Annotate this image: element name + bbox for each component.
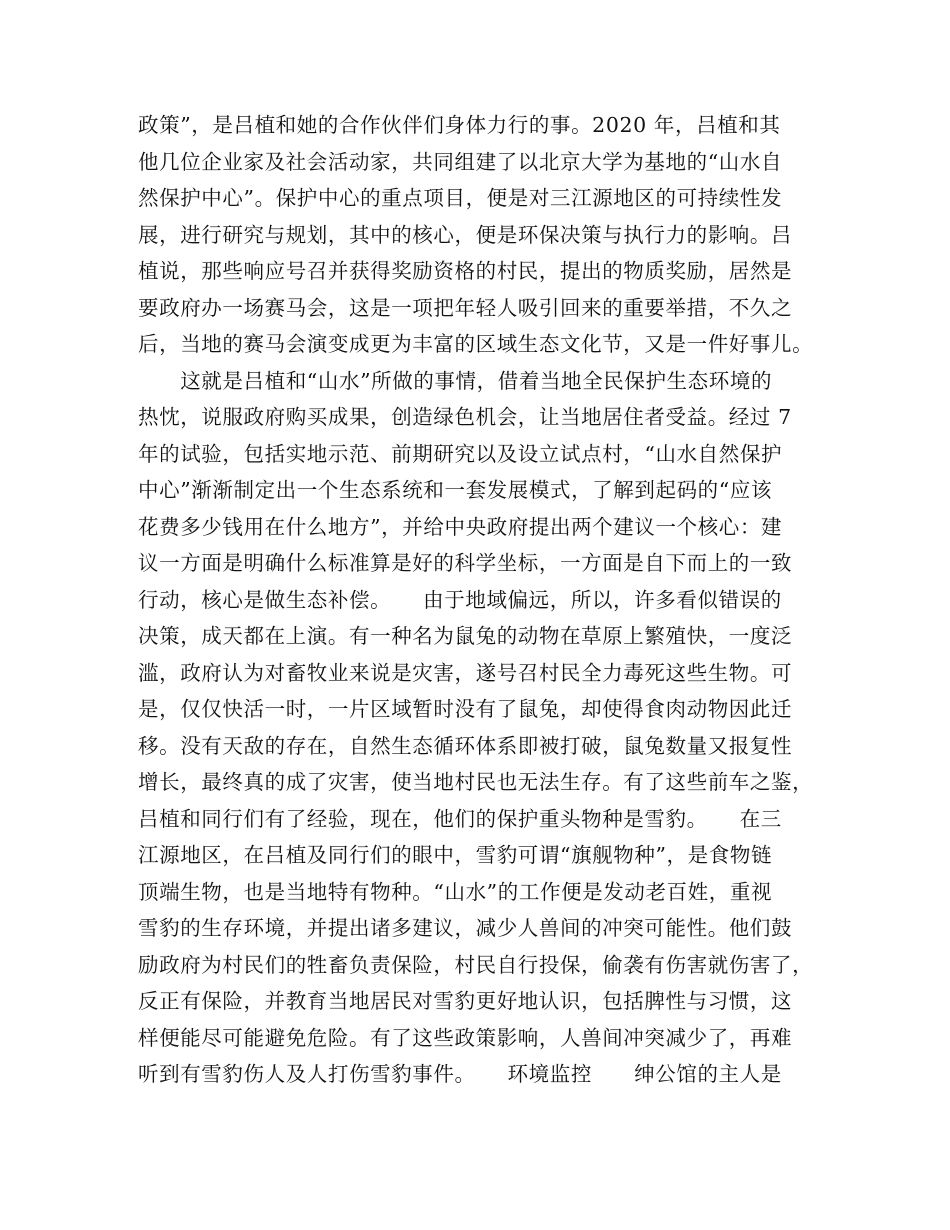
text-line: 展，进行研究与规划，其中的核心，便是环保决策与执行力的影响。吕 (138, 222, 793, 247)
text-line: 决策，成天都在上演。有一种名为鼠兔的动物在草原上繁殖快，一度泛 (138, 624, 793, 648)
text-line: 样便能尽可能避免危险。有了这些政策影响，人兽间冲突减少了，再难 (138, 1025, 793, 1050)
body-text (138, 107, 818, 1093)
text-line: 雪豹的生存环境，并提出诸多建议，减少人兽间的冲突可能性。他们鼓 (138, 916, 793, 940)
text-line: 增长，最终真的成了灾害，使当地村民也无法生存。有了这些前车之鉴， (138, 770, 814, 794)
text-line: 年的试验，包括实地示范、前期研究以及设立试点村，“山水自然保护 (138, 441, 783, 466)
text-line: 反正有保险，并教育当地居民对雪豹更好地认识，包括脾性与习惯，这 (138, 989, 793, 1013)
text-line: 行动，核心是做生态补偿。 由于地域偏远，所以，许多看似错误的 (138, 587, 782, 612)
text-line: 移。没有天敌的存在，自然生态循环体系即被打破，鼠兔数量又报复性 (138, 733, 793, 758)
text-line: 中心”渐渐制定出一个生态系统和一套发展模式，了解到起码的“应该 (138, 478, 773, 502)
text-line: 滥，政府认为对畜牧业来说是灾害，遂号召村民全力毒死这些生物。可 (138, 660, 793, 685)
text-line: 听到有雪豹伤人及人打伤雪豹事件。 环境监控 绅公馆的主人是 (138, 1062, 782, 1086)
text-line: 这就是吕植和“山水”所做的事情，借着当地全民保护生态环境的 (138, 368, 773, 393)
text-line: 政策”，是吕植和她的合作伙伴们身体力行的事。2020 年，吕植和其 (138, 113, 781, 137)
text-line: 要政府办一场赛马会，这是一项把年轻人吸引回来的重要举措，不久之 (138, 295, 793, 320)
text-line: 议一方面是明确什么标准算是好的科学坐标，一方面是自下而上的一致 (138, 551, 793, 575)
text-line: 是，仅仅快活一时，一片区域暂时没有了鼠兔，却使得食肉动物因此迁 (138, 697, 793, 721)
text-line: 江源地区，在吕植及同行们的眼中，雪豹可谓“旗舰物种”，是食物链 (138, 843, 773, 867)
text-line: 他几位企业家及社会活动家，共同组建了以北京大学为基地的“山水自 (138, 149, 783, 174)
text-line: 花费多少钱用在什么地方”，并给中央政府提出两个建议一个核心：建 (138, 514, 783, 539)
text-line: 顶端生物，也是当地特有物种。“山水”的工作便是发动老百姓，重视 (138, 879, 773, 904)
text-line: 后，当地的赛马会演变成更为丰富的区域生态文化节，又是一件好事儿。 (138, 332, 814, 356)
text-line: 吕植和同行们有了经验，现在，他们的保护重头物种是雪豹。 在三 (138, 806, 782, 831)
text-line: 然保护中心”。保护中心的重点项目，便是对三江源地区的可持续性发 (138, 186, 783, 210)
text-line: 励政府为村民们的牲畜负责保险，村民自行投保，偷袭有伤害就伤害了， (138, 952, 814, 977)
text-line: 植说，那些响应号召并获得奖励资格的村民，提出的物质奖励，居然是 (138, 259, 793, 283)
text-line: 热忱，说服政府购买成果，创造绿色机会，让当地居住者受益。经过 7 (138, 405, 792, 429)
